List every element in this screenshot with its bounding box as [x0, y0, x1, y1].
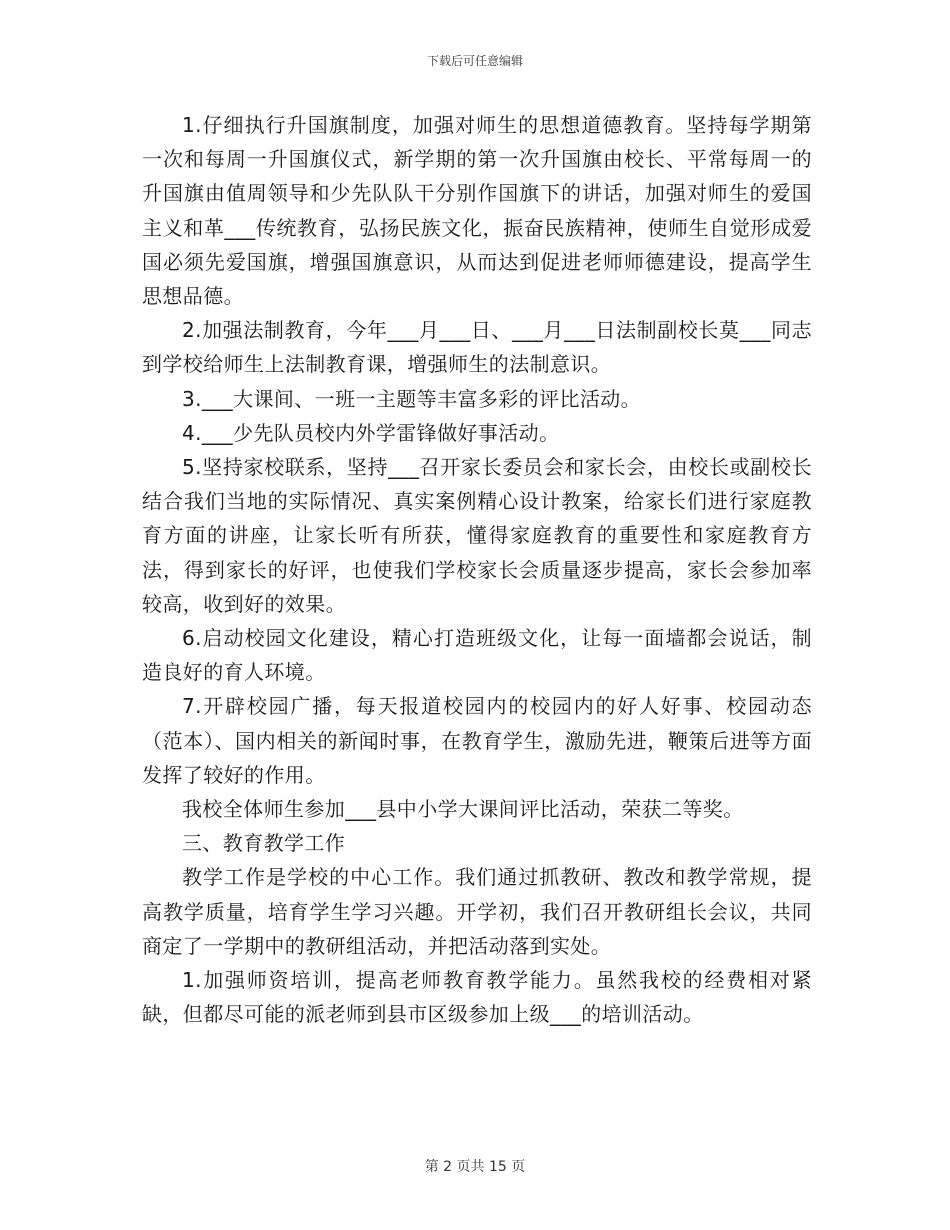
paragraph-campus-broadcast: 7.开辟校园广播，每天报道校园内的校园内的好人好事、校园动态（范本）、国内相关的新闻时事，在教育学生，激励先进，鞭策后进等方面发挥了较好的作用。 [142, 694, 812, 787]
paragraph-award: 我校全体师生参加___县中小学大课间评比活动，荣获二等奖。 [182, 797, 744, 822]
section-heading-teaching: 三、教育教学工作 [182, 831, 346, 856]
paragraph-flag-raising: 1.仔细执行升国旗制度，加强对师生的思想道德教育。坚持每学期第一次和每周一升国旗仪式，新学期的第一次升国旗由校长、平常每周一的升国旗由值周领导和少先队队干分别作国旗下的讲话，加强对师生的爱国主义和革___传统教育，弘扬民族文化，振奋民族精神，使师生自觉形成爱国必须先爱国旗，增强国旗意识，从而达到促进老师师德建设，提高学生思想品德。 [142, 113, 812, 309]
paragraph-lei-feng-activities: 4.___少先队员校内外学雷锋做好事活动。 [182, 420, 560, 445]
paragraph-teaching-work: 教学工作是学校的中心工作。我们通过抓教研、教改和教学常规，提高教学质量，培育学生学习兴趣。开学初，我们召开教研组长会议，共同商定了一学期中的教研组活动，并把活动落到实处。 [142, 865, 812, 958]
page-header: 下载后可任意编辑 [426, 54, 523, 68]
document-body [142, 108, 812, 1031]
paragraph-teacher-training: 1.加强师资培训，提高老师教育教学能力。虽然我校的经费相对紧缺，但都尽可能的派老师到县市区级参加上级___的培训活动。 [142, 968, 812, 1027]
paragraph-campus-culture: 6.启动校园文化建设，精心打造班级文化，让每一面墙都会说话，制造良好的育人环境。 [142, 626, 812, 685]
page-number: 第 2 页共 15 页 [424, 1159, 526, 1175]
paragraph-recess-activities: 3.___大课间、一班一主题等丰富多彩的评比活动。 [182, 386, 642, 411]
paragraph-legal-education: 2.加强法制教育，今年___月___日、___月___日法制副校长莫___同志到学校给师生上法制教育课，增强师生的法制意识。 [142, 318, 812, 377]
paragraph-home-school-contact: 5.坚持家校联系，坚持___召开家长委员会和家长会，由校长或副校长结合我们当地的实际情况、真实案例精心设计教案，给家长们进行家庭教育方面的讲座，让家长听有所获，懂得家庭教育的重要性和家庭教育方法，得到家长的好评，也使我们学校家长会质量逐步提高，家长会参加率较高，收到好的效果。 [142, 455, 812, 616]
